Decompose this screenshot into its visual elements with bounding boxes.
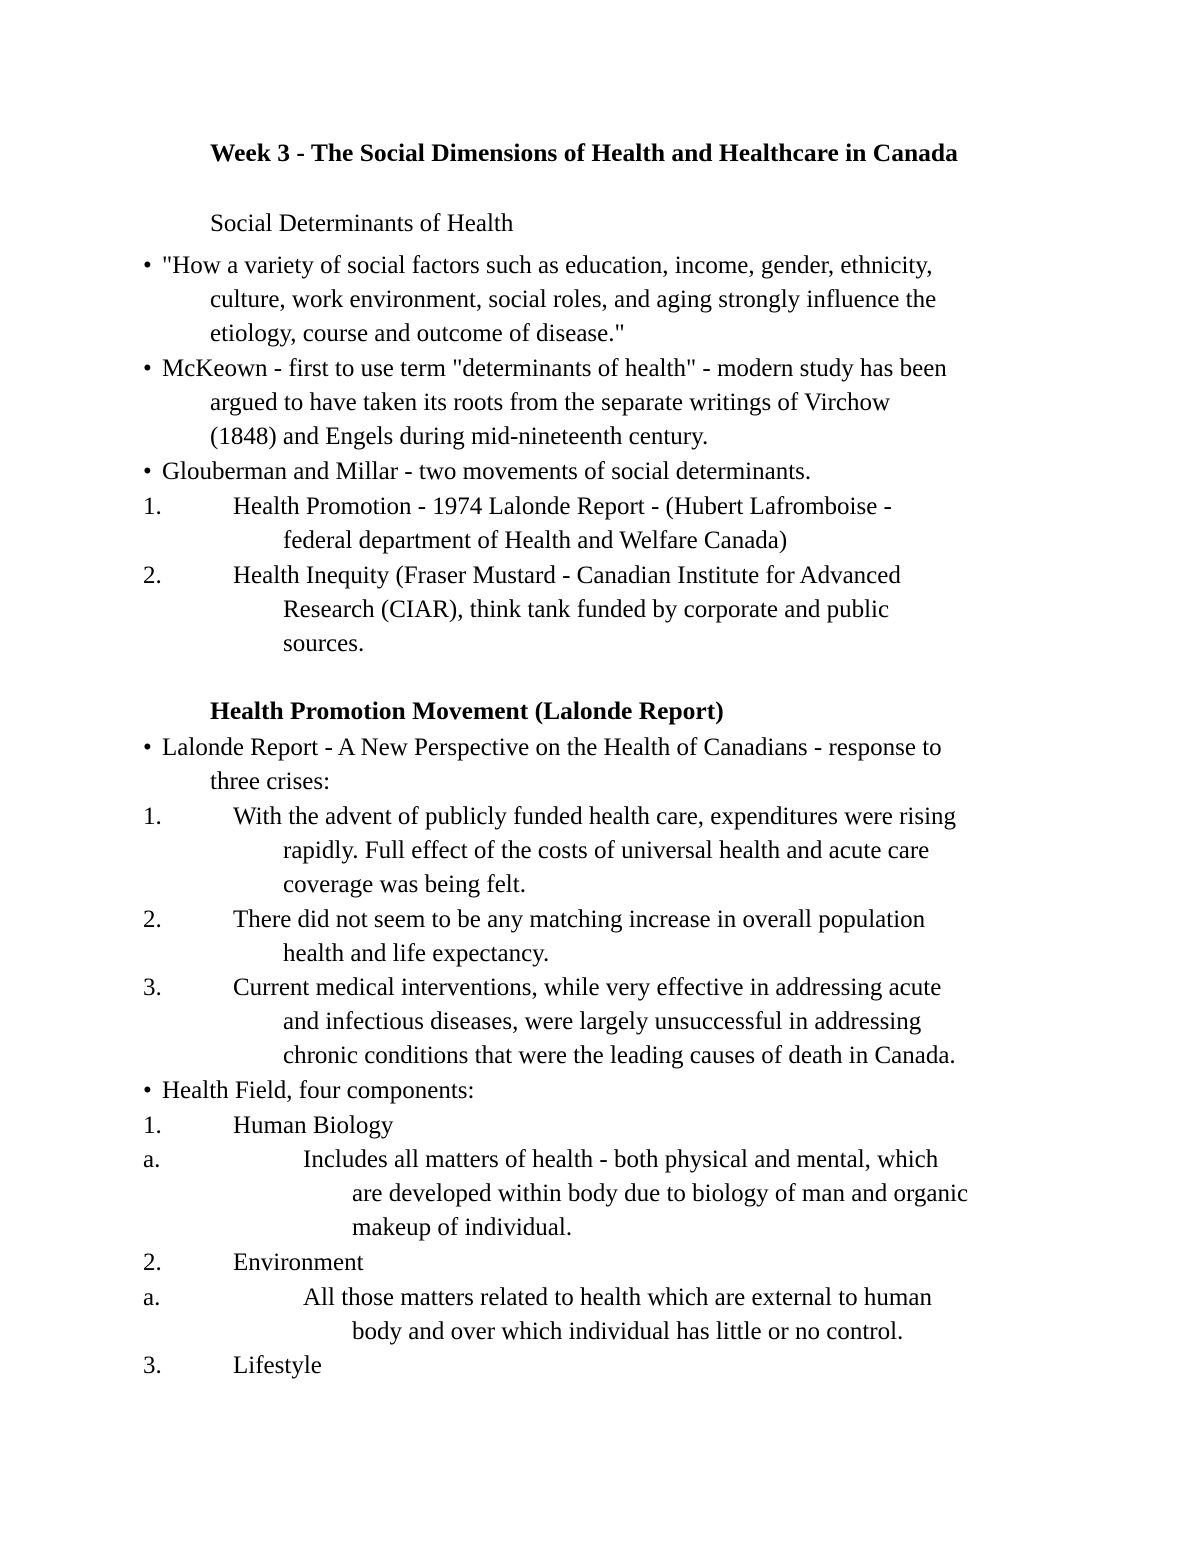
list-item-text: Human Biology: [233, 1112, 394, 1139]
list-marker: •: [143, 1077, 152, 1104]
list-marker: •: [143, 252, 152, 279]
list-marker: •: [143, 458, 152, 485]
list-item-text: makeup of individual.: [352, 1214, 573, 1241]
list-item-text: coverage was being felt.: [283, 871, 526, 898]
list-marker: a.: [143, 1284, 161, 1311]
list-marker: 1.: [143, 803, 162, 830]
list-item-text: body and over which individual has little or no control.: [352, 1318, 904, 1345]
list-item-text: rapidly. Full effect of the costs of universal health and acute care: [283, 837, 930, 864]
list-item-text: Current medical interventions, while very effective in addressing acute: [233, 974, 942, 1001]
list-item-text: Environment: [233, 1249, 364, 1276]
list-item-text: Includes all matters of health - both physical and mental, which: [303, 1146, 939, 1173]
list-item-text: McKeown - first to use term "determinants of health" - modern study has been: [162, 355, 947, 382]
list-item-text: chronic conditions that were the leading causes of death in Canada.: [283, 1042, 956, 1069]
list-item-text: are developed within body due to biology of man and organic: [352, 1180, 969, 1207]
list-item-text: culture, work environment, social roles, and aging strongly influence the: [210, 286, 937, 313]
list-item-text: Health Inequity (Fraser Mustard - Canadian Institute for Advanced: [233, 562, 901, 589]
section-heading: Health Promotion Movement (Lalonde Report): [210, 696, 724, 725]
list-item-text: Health Promotion - 1974 Lalonde Report - (Hubert Lafromboise -: [233, 493, 892, 520]
list-marker: a.: [143, 1146, 161, 1173]
list-marker: 3.: [143, 974, 162, 1001]
list-item-text: With the advent of publicly funded health care, expenditures were rising: [233, 803, 957, 830]
section-subheading: Social Determinants of Health: [210, 210, 514, 237]
list-item-text: Research (CIAR), think tank funded by corporate and public: [283, 596, 890, 623]
list-marker: 1.: [143, 493, 162, 520]
list-item-text: and infectious diseases, were largely unsuccessful in addressing: [283, 1008, 922, 1035]
list-item-text: There did not seem to be any matching increase in overall population: [233, 906, 926, 933]
list-item-text: three crises:: [210, 768, 331, 795]
list-item-text: All those matters related to health which are external to human: [303, 1284, 932, 1311]
list-item-text: etiology, course and outcome of disease.": [210, 320, 625, 347]
list-marker: 1.: [143, 1112, 162, 1139]
list-item-text: (1848) and Engels during mid-nineteenth century.: [210, 423, 709, 450]
list-item-text: health and life expectancy.: [283, 940, 550, 967]
list-item-text: Lifestyle: [233, 1352, 322, 1379]
list-item-text: Glouberman and Millar - two movements of social determinants.: [162, 458, 812, 485]
list-item-text: Health Field, four components:: [162, 1077, 475, 1104]
list-marker: 2.: [143, 906, 162, 933]
list-marker: •: [143, 355, 152, 382]
list-item-text: argued to have taken its roots from the separate writings of Virchow: [210, 389, 891, 416]
list-marker: 3.: [143, 1352, 162, 1379]
list-item-text: sources.: [283, 630, 365, 657]
page-title: Week 3 - The Social Dimensions of Health and Healthcare in Canada: [210, 138, 958, 167]
list-item-text: federal department of Health and Welfare Canada): [283, 527, 788, 554]
list-marker: •: [143, 734, 152, 761]
list-item-text: "How a variety of social factors such as education, income, gender, ethnicity,: [162, 252, 933, 279]
list-item-text: Lalonde Report - A New Perspective on the Health of Canadians - response to: [162, 734, 942, 761]
list-marker: 2.: [143, 562, 162, 589]
list-marker: 2.: [143, 1249, 162, 1276]
